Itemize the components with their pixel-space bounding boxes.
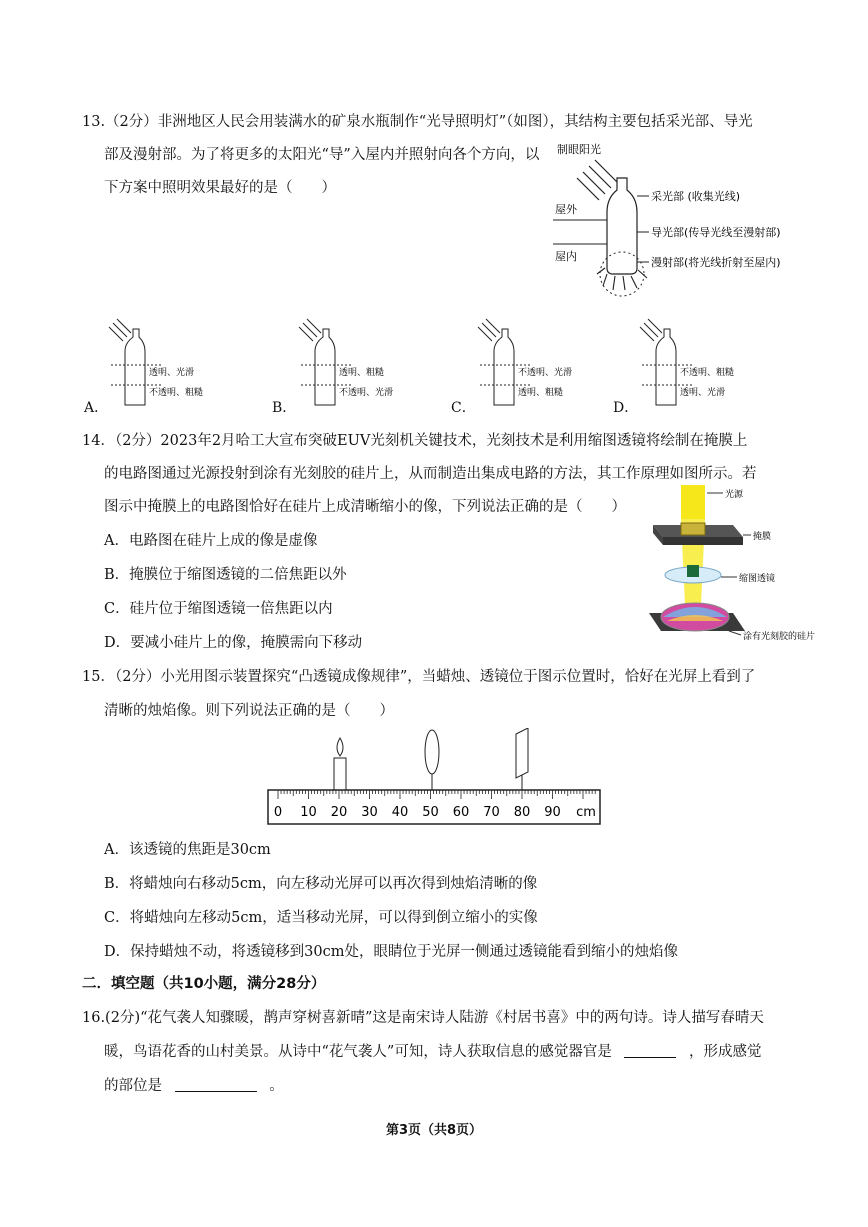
svg-text:不透明、粗糙: 不透明、粗糙	[680, 368, 735, 378]
svg-text:缩图透镜: 缩图透镜	[739, 574, 776, 584]
q15-line1: 15．（2分）小光用图示装置探究“凸透镜成像规律”，当蜡烛、透镜位于图示位置时，恰好在光屏上看到了	[82, 669, 756, 685]
q14-option-a[interactable]: A．电路图在硅片上成的像是虚像	[104, 533, 318, 549]
ruler-label: 30	[361, 805, 378, 820]
svg-text:掩膜: 掩膜	[753, 532, 772, 542]
svg-text:不透明、粗糙: 不透明、粗糙	[149, 388, 204, 398]
section-title: 二．填空题（共10小题，满分28分）	[82, 976, 326, 992]
q16-line2-text-b: ，形成感觉	[689, 1044, 762, 1060]
q15-line2: 清晰的烛焰像。则下列说法正确的是（ ）	[104, 703, 394, 719]
ruler-label: 0	[273, 805, 283, 820]
q14-option-b[interactable]: B．掩膜位于缩图透镜的二倍焦距以外	[104, 567, 347, 583]
ruler-label: 60	[452, 805, 470, 820]
q16-line3	[104, 1076, 284, 1096]
q15-option-a[interactable]: A．该透镜的焦距是30cm	[104, 842, 271, 858]
svg-text:透明、粗糙: 透明、粗糙	[339, 368, 385, 378]
q15-option-c[interactable]: C．将蜡烛向左移动5cm，适当移动光屏，可以得到倒立缩小的实像	[104, 910, 538, 926]
q13-line2: 部及漫射部。为了将更多的太阳光“导”入屋内并照射向各个方向，以	[104, 147, 540, 163]
fig-indoor-label: 屋内	[555, 250, 577, 263]
ruler-label: 90	[544, 805, 561, 820]
svg-text:不透明、光滑: 不透明、光滑	[518, 368, 573, 378]
q15-option-d[interactable]: D．保持蜡烛不动，将透镜移到30cm处，眼睛位于光屏一侧通过透镜能看到缩小的烛焰像	[104, 944, 678, 960]
ruler-label: 50	[422, 805, 439, 820]
ruler-label: 20	[330, 805, 348, 820]
svg-text:不透明、光滑: 不透明、光滑	[339, 388, 394, 398]
q15-optical-bench	[262, 728, 607, 828]
convex-lens	[425, 730, 439, 774]
q14-line3: 图示中掩膜上的电路图恰好在硅片上成清晰缩小的像，下列说法正确的是（ ）	[104, 499, 626, 515]
q15-option-b[interactable]: B．将蜡烛向右移动5cm，向左移动光屏可以再次得到烛焰清晰的像	[104, 876, 538, 892]
light-source-beam	[681, 485, 705, 519]
fig-sunlight-label: 制眼阳光	[557, 143, 601, 156]
q14-line1: 14．（2分）2023年2月哈工大宣布突破EUV光刻机关键技术，光刻技术是利用缩图透镜将绘制在掩膜上	[82, 433, 748, 449]
q13-option-a-figure[interactable]	[105, 315, 215, 410]
svg-text:透明、粗糙: 透明、粗糙	[518, 388, 564, 398]
q16-line2	[104, 1042, 762, 1062]
q14-option-c[interactable]: C．硅片位于缩图透镜一倍焦距以内	[104, 601, 333, 617]
svg-text:透明、光滑: 透明、光滑	[680, 388, 726, 398]
q16-line1: 16.(2分)“花气袭人知骤暖，鹊声穿树喜新晴”这是南宋诗人陆游《村居书喜》中的两句诗。诗人描写春晴天	[82, 1010, 764, 1026]
fig-collect-label: 采光部 (收集光线)	[651, 190, 741, 203]
q13-option-c-figure[interactable]	[474, 315, 584, 410]
ruler-label: 80	[513, 805, 531, 820]
q14-lithography-figure	[645, 485, 815, 645]
q16-line3-text-b: 。	[269, 1078, 284, 1094]
q13-option-a-label[interactable]: A．	[84, 400, 109, 416]
fig-guide-label: 导光部(传导光线至漫射部)	[651, 226, 781, 239]
q13-option-b-label[interactable]: B．	[272, 400, 297, 416]
svg-text:透明、光滑: 透明、光滑	[149, 368, 195, 378]
fig-diffuse-label: 漫射部(将光线折射至屋内)	[651, 256, 781, 269]
ruler-unit: cm	[576, 805, 596, 820]
q16-line2-text-a: 暖，鸟语花香的山村美景。从诗中“花气袭人”可知，诗人获取信息的感觉器官是	[104, 1044, 612, 1060]
ruler-label: 70	[483, 805, 500, 820]
q13-option-c-label[interactable]: C．	[451, 400, 476, 416]
ruler-label: 10	[300, 805, 317, 820]
q16-blank-1[interactable]	[624, 1043, 676, 1058]
bottle-shape	[607, 178, 637, 274]
fig-outdoor-label: 屋外	[555, 203, 577, 216]
candle-flame	[337, 738, 343, 756]
q13-line3: 下方案中照明效果最好的是（ ）	[104, 180, 336, 196]
sunlight-rays	[577, 160, 617, 200]
light-screen	[516, 728, 528, 778]
q13-option-d-label[interactable]: D．	[613, 400, 639, 416]
svg-text:光源: 光源	[725, 490, 744, 500]
ruler-label: 40	[391, 805, 409, 820]
page-footer: 第3页（共8页）	[385, 1123, 483, 1138]
q13-line1: 13.（2分）非洲地区人民会用装满水的矿泉水瓶制作“光导照明灯”（如图），其结构主要包括采光部、导光	[82, 114, 753, 130]
candle-body	[334, 758, 346, 790]
q14-option-d[interactable]: D．要减小硅片上的像，掩膜需向下移动	[104, 635, 363, 651]
q13-option-d-figure[interactable]	[636, 315, 746, 410]
q13-option-b-figure[interactable]	[295, 315, 405, 410]
q14-line2: 的电路图通过光源投射到涂有光刻胶的硅片上，从而制造出集成电路的方法，其工作原理如图所示。若	[104, 466, 757, 482]
q16-blank-2[interactable]	[175, 1077, 257, 1092]
svg-text:涂有光刻胶的硅片: 涂有光刻胶的硅片	[743, 632, 815, 642]
q16-line3-text-a: 的部位是	[104, 1078, 162, 1094]
q13-bottle-figure	[545, 140, 790, 300]
